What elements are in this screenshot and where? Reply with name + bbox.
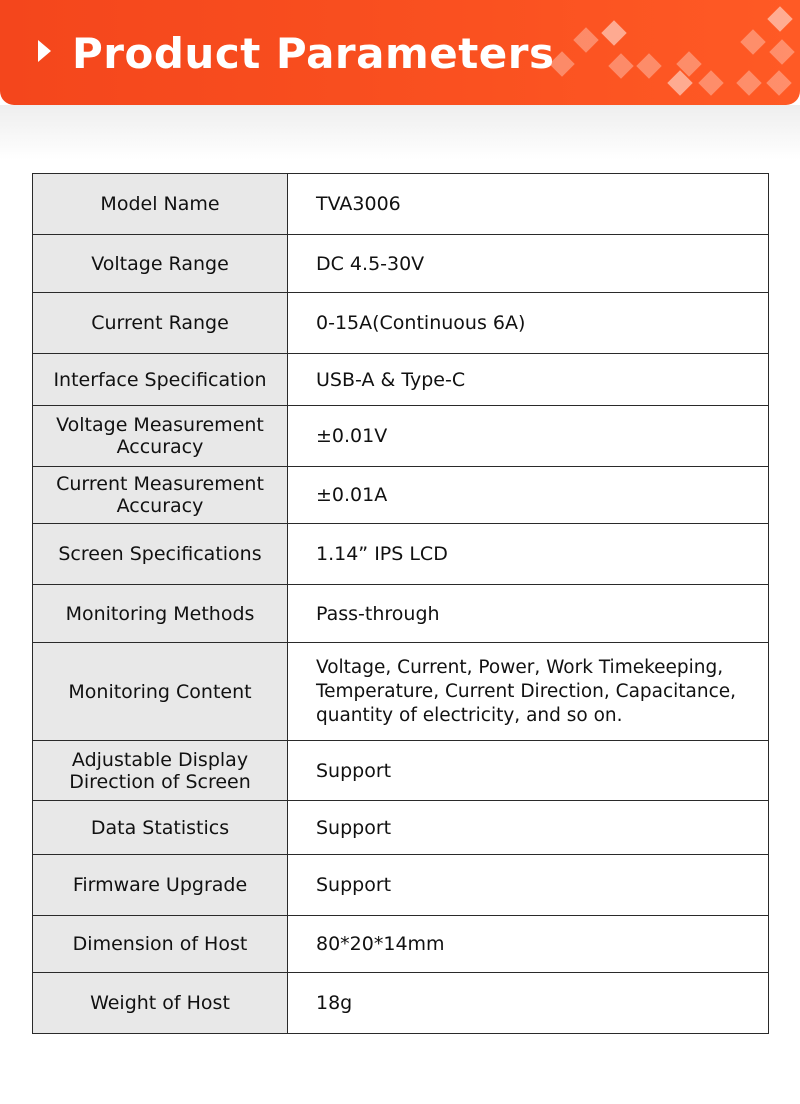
table-row [33, 293, 769, 354]
parameter-label: Voltage Range [33, 235, 288, 293]
parameter-value: 80*20*14mm [288, 916, 769, 973]
parameter-value: ±0.01A [288, 467, 769, 524]
chevron-right-icon [38, 40, 51, 62]
parameter-label: Monitoring Content [33, 643, 288, 741]
parameter-value: USB-A & Type-C [288, 354, 769, 406]
banner-shadow [0, 105, 800, 160]
parameter-label: Monitoring Methods [33, 585, 288, 643]
table-row [33, 741, 769, 801]
table-row [33, 406, 769, 467]
table-row [33, 916, 769, 973]
table-row [33, 855, 769, 916]
parameter-label: Interface Specification [33, 354, 288, 406]
table-row [33, 801, 769, 855]
parameters-table [32, 173, 769, 1034]
parameter-value: 0-15A(Continuous 6A) [288, 293, 769, 354]
parameter-value: DC 4.5-30V [288, 235, 769, 293]
parameter-value: 1.14” IPS LCD [288, 524, 769, 585]
parameter-label: Firmware Upgrade [33, 855, 288, 916]
table-row [33, 174, 769, 235]
parameter-value: Support [288, 741, 769, 801]
parameter-value: TVA3006 [288, 174, 769, 235]
parameter-label: Current Range [33, 293, 288, 354]
parameter-value: Pass-through [288, 585, 769, 643]
table-row [33, 354, 769, 406]
page-title: Product Parameters [72, 29, 555, 78]
parameter-value: ±0.01V [288, 406, 769, 467]
parameter-value: Voltage, Current, Power, Work Timekeeping, Temperature, Current Direction, Capacitance, quantity of electricity, and so on. [288, 643, 769, 741]
parameter-label: Current Measurement Accuracy [33, 467, 288, 524]
table-row [33, 643, 769, 741]
header-banner [0, 0, 800, 105]
table-row [33, 467, 769, 524]
table-row [33, 235, 769, 293]
table-row [33, 973, 769, 1034]
parameter-label: Screen Specifications [33, 524, 288, 585]
table-row [33, 524, 769, 585]
parameter-label: Weight of Host [33, 973, 288, 1034]
parameter-value: Support [288, 801, 769, 855]
parameter-label: Model Name [33, 174, 288, 235]
parameter-value: 18g [288, 973, 769, 1034]
parameter-label: Voltage Measurement Accuracy [33, 406, 288, 467]
table-row [33, 585, 769, 643]
parameter-label: Dimension of Host [33, 916, 288, 973]
parameter-value: Support [288, 855, 769, 916]
parameter-label: Data Statistics [33, 801, 288, 855]
parameter-label: Adjustable Display Direction of Screen [33, 741, 288, 801]
